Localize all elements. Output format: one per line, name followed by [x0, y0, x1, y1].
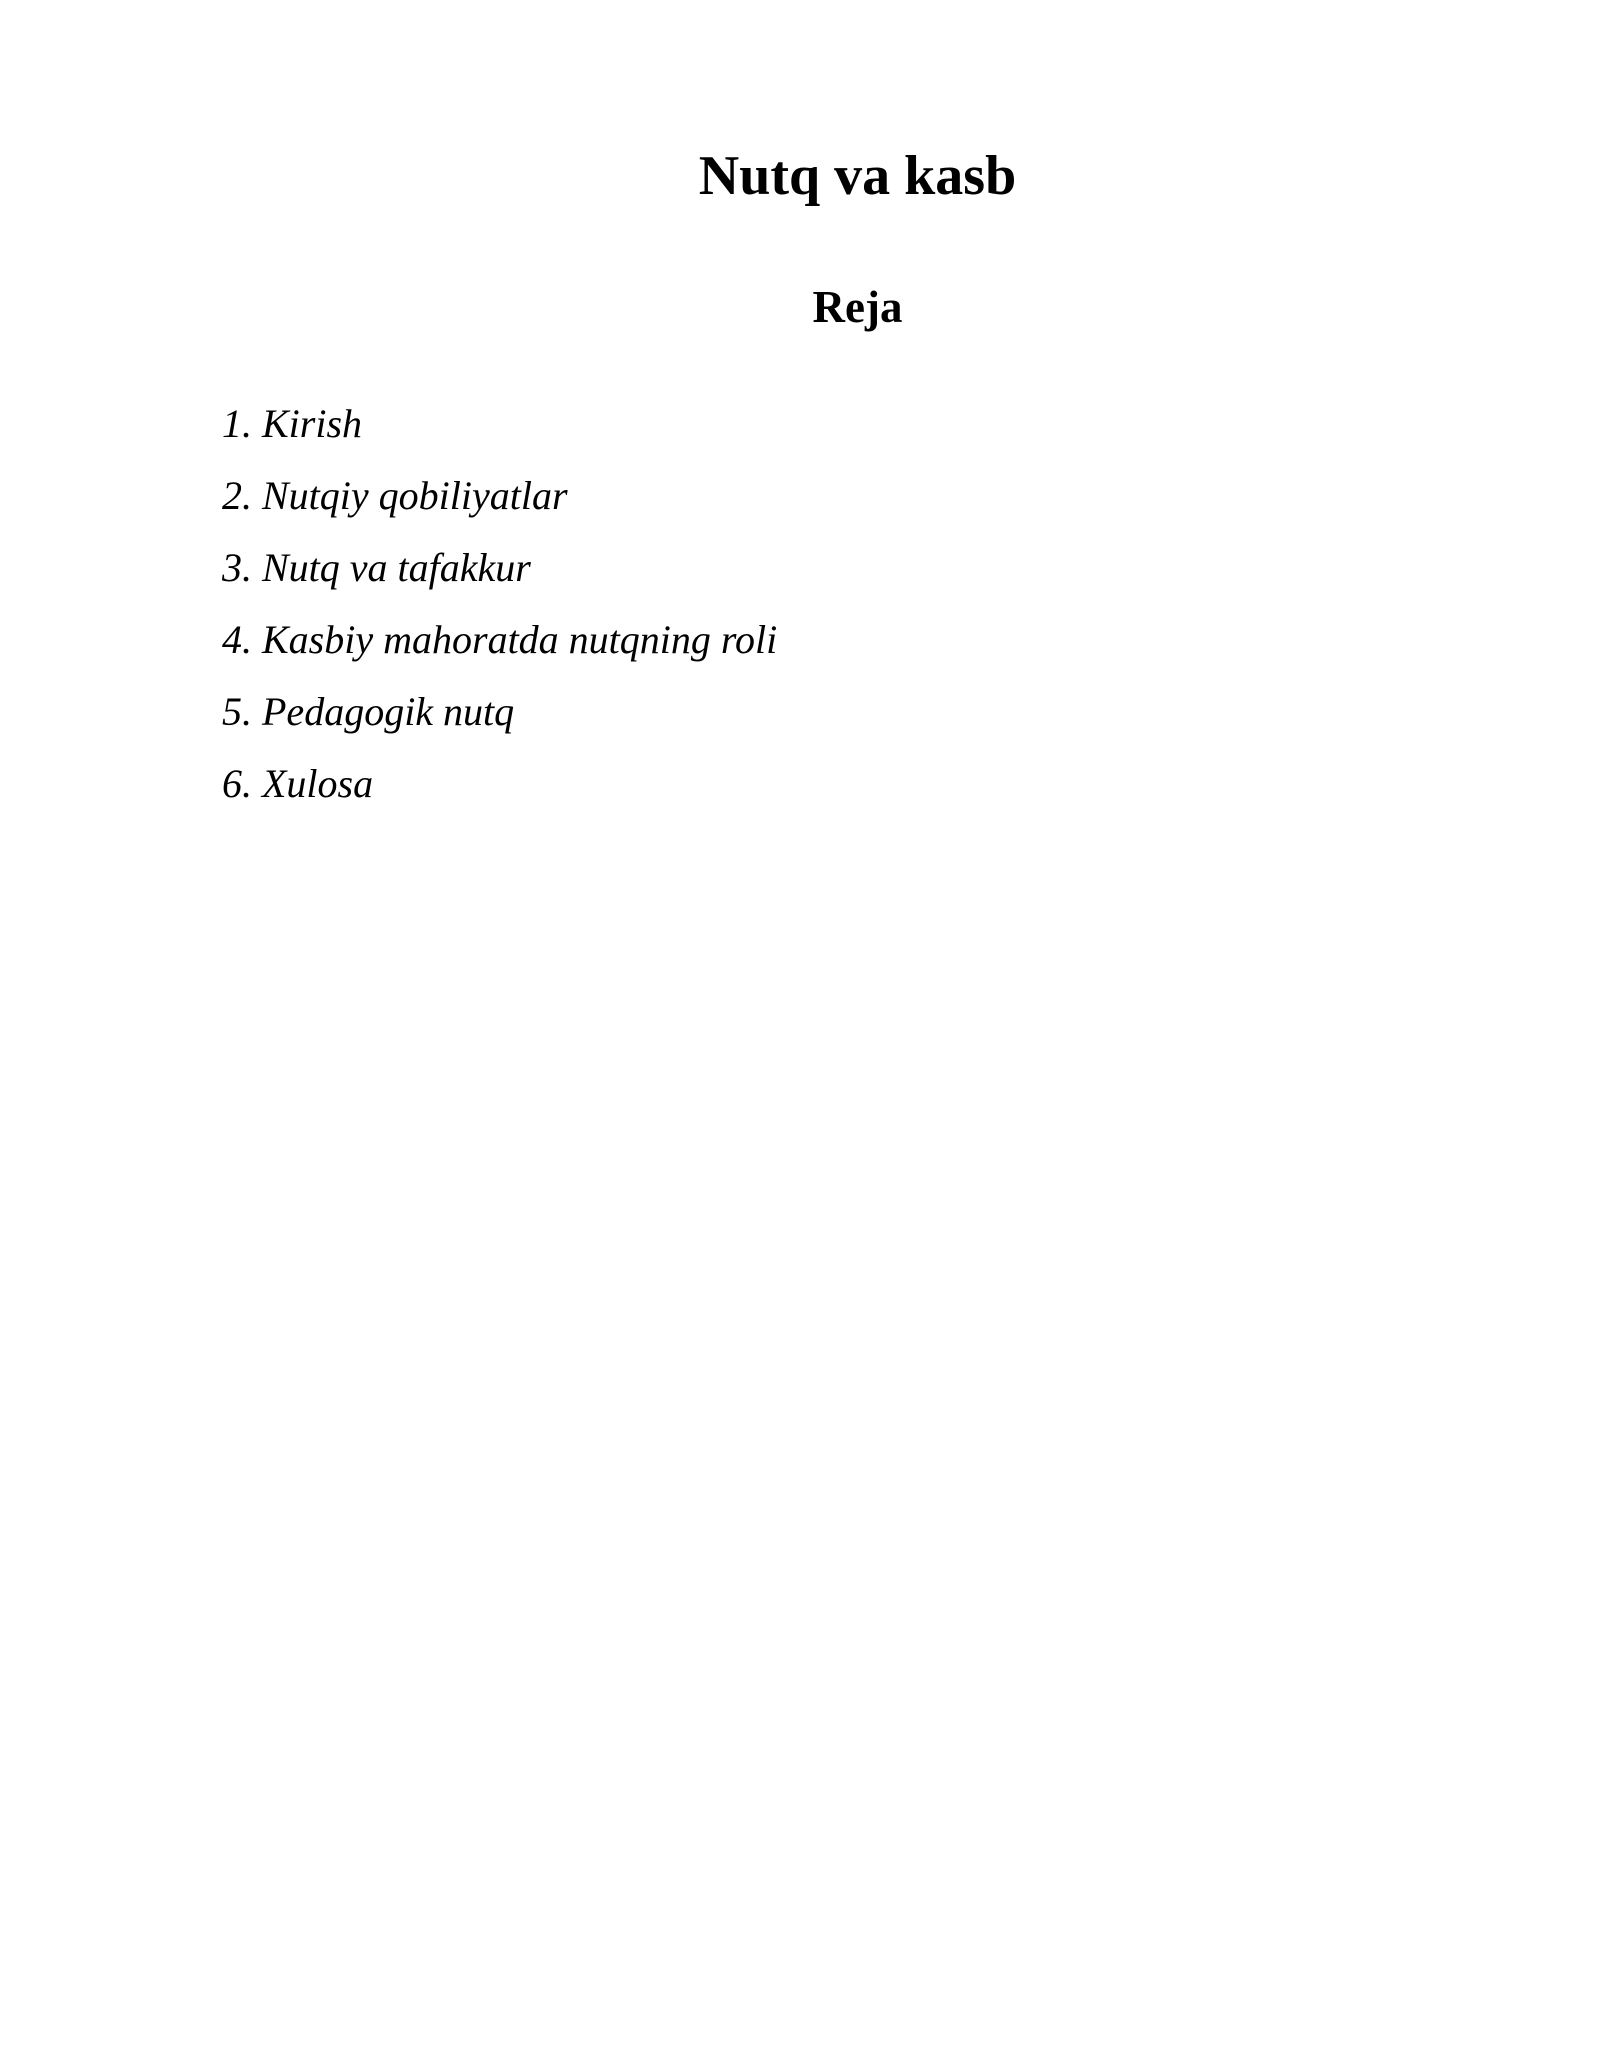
plan-item: 3. Nutq va tafakkur — [222, 545, 531, 590]
document-title: Nutq va kasb — [698, 145, 1017, 207]
plan-item: 5. Pedagogik nutq — [222, 689, 515, 734]
plan-list — [222, 388, 777, 820]
plan-item: 2. Nutqiy qobiliyatlar — [222, 473, 568, 518]
plan-item: 4. Kasbiy mahoratda nutqning roli — [222, 617, 778, 662]
plan-item: 6. Xulosa — [222, 761, 374, 806]
plan-heading: Reja — [812, 282, 903, 332]
plan-item: 1. Kirish — [222, 401, 363, 446]
